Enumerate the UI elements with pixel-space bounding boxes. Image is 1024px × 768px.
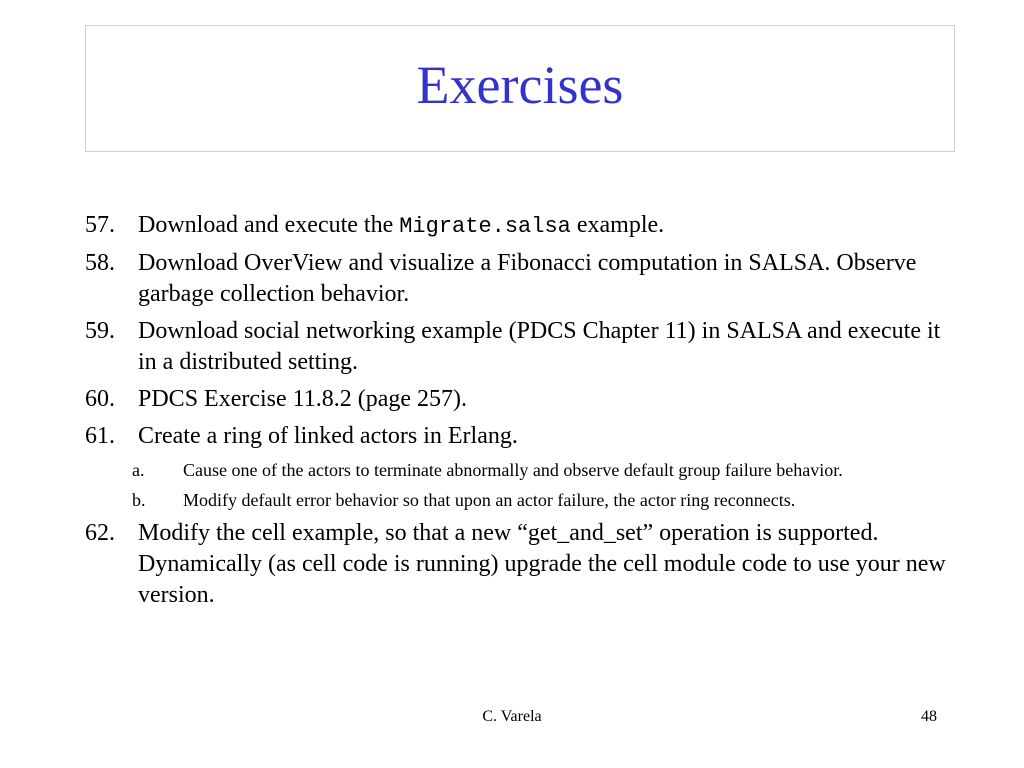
exercise-item-62 [85, 518, 955, 611]
exercise-item-60 [85, 384, 955, 415]
item-text: Download OverView and visualize a Fibonacci computation in SALSA. Observe garbage collection behavior. [138, 250, 917, 307]
item-text: Create a ring of linked actors in Erlang. [138, 423, 518, 449]
item-number: 58. [85, 250, 115, 276]
item-number: 60. [85, 386, 115, 412]
exercise-list [85, 210, 955, 617]
item-number: 62. [85, 520, 115, 546]
subitem-letter: a. [132, 460, 145, 480]
subitem-letter: b. [132, 490, 146, 510]
subitem-text: Modify default error behavior so that upon an actor failure, the actor ring reconnects. [183, 490, 796, 510]
title-box [85, 25, 955, 152]
item-number: 59. [85, 318, 115, 344]
item-text-post: example. [570, 212, 665, 238]
item-text: Modify the cell example, so that a new “get_and_set” operation is supported. Dynamically (as cell code is running) upgrade the cell module code to use your new version. [138, 520, 946, 608]
exercise-item-61 [85, 421, 955, 452]
item-number: 57. [85, 212, 115, 238]
item-text-pre: Download and execute the [138, 212, 400, 238]
exercise-item-58 [85, 248, 955, 310]
footer-author: C. Varela [482, 708, 542, 725]
item-number: 61. [85, 423, 115, 449]
page-number: 48 [921, 708, 937, 725]
subitem-a [85, 458, 955, 482]
item-text: PDCS Exercise 11.8.2 (page 257). [138, 386, 468, 412]
slide-title: Exercises [416, 54, 624, 115]
exercise-item-59 [85, 316, 955, 378]
subitem-text: Cause one of the actors to terminate abnormally and observe default group failure behavior. [183, 460, 843, 480]
item-text: Download social networking example (PDCS Chapter 11) in SALSA and execute it in a distributed setting. [138, 318, 941, 375]
code-filename: Migrate.salsa [399, 214, 571, 239]
subitem-b [85, 488, 955, 512]
exercise-item-57 [85, 210, 955, 242]
